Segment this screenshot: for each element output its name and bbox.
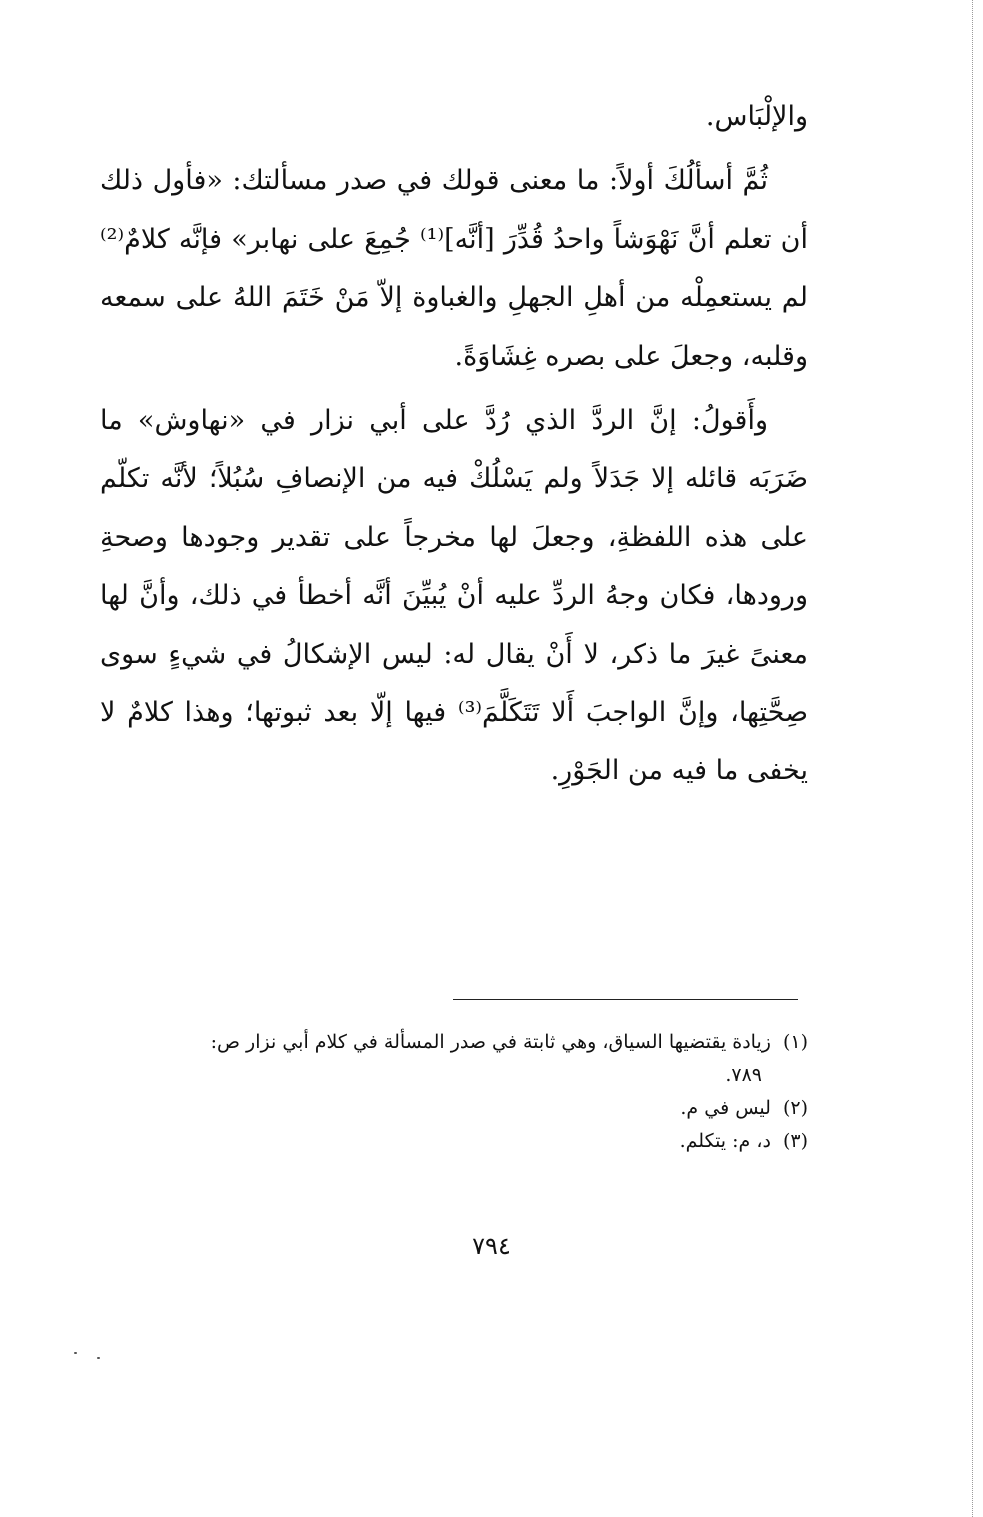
footnote-number: (٢) <box>782 1097 808 1119</box>
paragraph-2: ثُمَّ أسألُكَ أولاً: ما معنى قولك في صدر مسألتك: «فأول ذلك أن تعلم أنَّ نَهْوَشاً واحدُ قُدِّرَ [أنَّه]⁽¹⁾ جُمِعَ على نهابر» فإنَّه كلامٌ⁽²⁾ لم يستعمِلْه من أهلِ الجهلِ والغباوة إلاّ مَنْ خَتَمَ اللهُ على سمعه وقلبه، وجعلَ على بصره غِشَاوَةً. <box>100 165 808 372</box>
scan-speck <box>74 1352 77 1354</box>
scan-edge-line <box>972 0 973 1517</box>
footnote-number: (١) <box>782 1031 808 1053</box>
paragraph-3: وأَقولُ: إنَّ الردَّ الذي رُدَّ على أبي نزار في «نهاوش» ما ضَرَبَه قائله إلا جَدَلاً ولم يَسْلُكْ فيه من الإنصافِ سُبُلاً؛ لأنَّه تكلّم على هذه اللفظةِ، وجعلَ لها مخرجاً على تقدير وجودها وصحةِ ورودها، فكان وجهُ الردِّ عليه أنْ يُبيِّنَ أنَّه أخطأ في ذلك، وأنَّ لها معنىً غيرَ ما ذكر، لا أَنْ يقال له: ليس الإشكالُ في شيءٍ سوى صِحَّتِها، وإنَّ الواجبَ أَلا تَتَكَلَّمَ⁽³⁾ فيها إلّا بعد ثبوتها؛ وهذا كلامٌ لا يخفى ما فيه من الجَوْرِ. <box>100 405 808 787</box>
footnote-1 <box>100 1026 808 1059</box>
footnote-3 <box>100 1125 808 1158</box>
footnote-number: (٣) <box>782 1130 808 1152</box>
footnote-text: زيادة يقتضيها السياق، وهي ثابتة في صدر المسألة في كلام أبي نزار ص: <box>210 1031 771 1053</box>
footnote-2 <box>100 1092 808 1125</box>
footnote-text: د، م: يتكلم. <box>679 1130 771 1152</box>
scan-speck <box>97 1357 100 1359</box>
footnote-text: ٧٨٩. <box>725 1064 762 1086</box>
footnote-separator <box>453 999 798 1000</box>
page-number: ٧٩٤ <box>472 1232 511 1260</box>
footnote-1-continuation <box>100 1059 808 1092</box>
footnotes <box>100 1026 808 1158</box>
footnote-text: ليس في م. <box>680 1097 771 1119</box>
paragraph-1: والإلْبَاس. <box>705 101 808 132</box>
main-text <box>100 88 808 801</box>
